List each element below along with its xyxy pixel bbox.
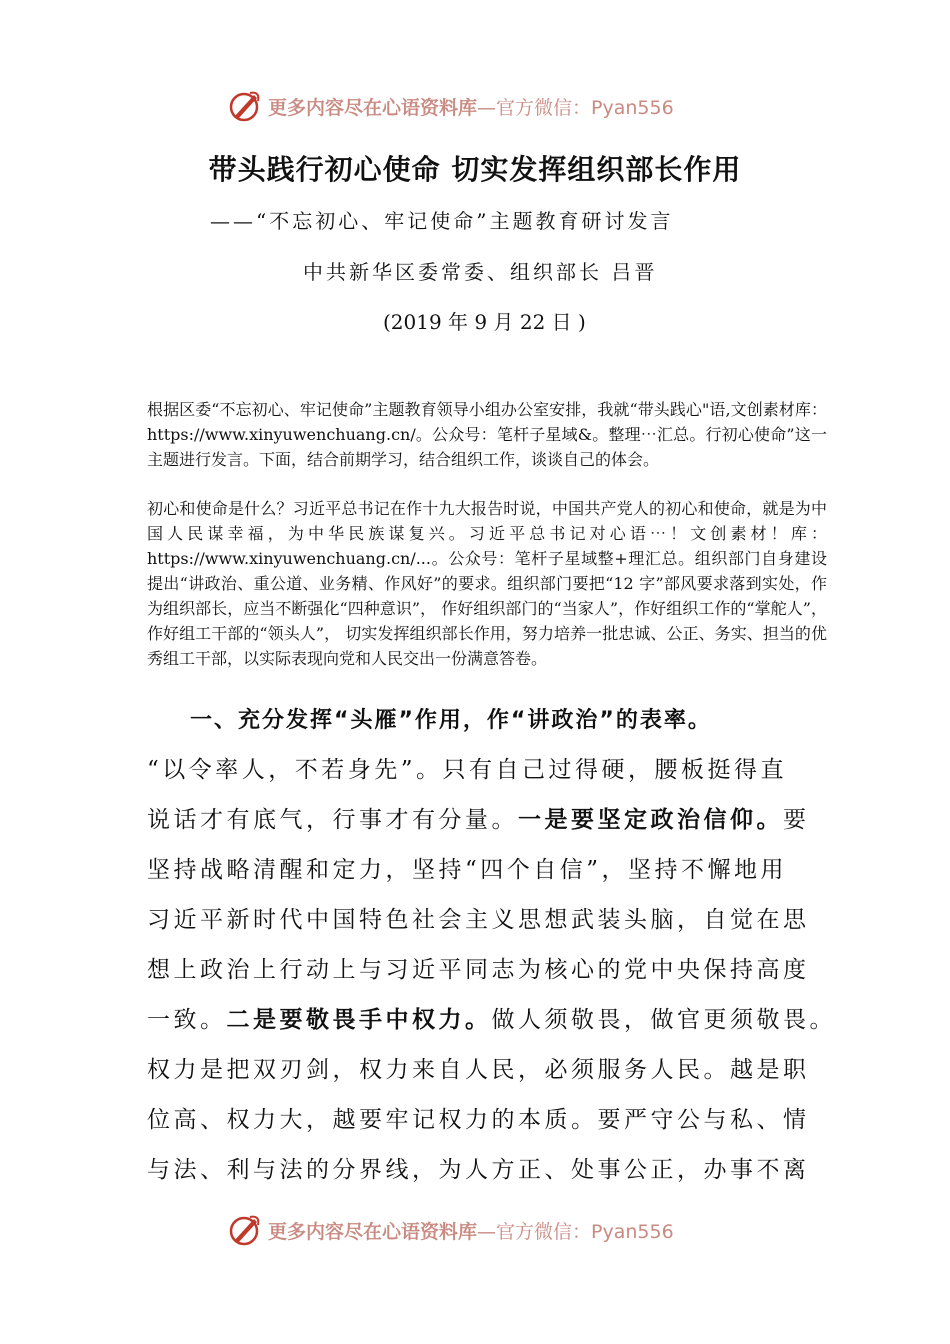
quill-pen-logo-icon [228,89,262,123]
bold-point-1: 一是要坚定政治信仰。 [518,807,783,833]
section-body [147,745,836,1195]
intro-paragraph: 根据区委“不忘初心、牢记使命”主题教育领导小组办公室安排，我就“带头践心"语,文创素材库：https://www.xinyuwenchuang.cn/。公众号：笔杆子星域&。整理⋯汇总。行初心使命”这一主题进行发言。下面，结合前期学习，结合组织工作，谈谈自己的体会。 [147,400,827,469]
bold-point-2: 二是要敬畏手中权力。 [226,1007,492,1033]
body-text: 做人须敬畏，做官更须敬畏。 [491,1007,836,1033]
body-line: “以令率人，不若身先”。只有自己过得硬，腰板挺得直 [147,757,788,783]
quill-pen-logo-icon [228,1213,262,1247]
author-line: 中共新华区委常委、组织部长 吕晋 [303,260,658,284]
body-text: 要 [783,807,810,833]
watermark-wechat-text: —官方微信：Pyan556 [477,96,674,119]
body-line: 想上政治上行动上与习近平同志为核心的党中央保持高度 [147,957,810,983]
document-subtitle: ——“不忘初心、牢记使命”主题教育研讨发言 [210,209,674,233]
document-title: 带头践行初心使命 切实发挥组织部长作用 [208,153,742,186]
watermark-banner-bottom [228,1210,748,1250]
body-line: 权力是把双刃剑，权力来自人民，必须服务人民。越是职 [147,1057,810,1083]
body-line: 位高、权力大，越要牢记权力的本质。要严守公与私、情 [147,1107,810,1133]
body-line [147,995,836,1045]
date-line: (2019 年 9 月 22 日 ) [383,310,586,334]
watermark-banner-top [228,86,748,126]
section-heading: 一、充分发挥“头雁”作用，作“讲政治”的表率。 [190,708,712,733]
watermark-main-text: 更多内容尽在心语资料库 [268,96,478,119]
body-text: 一致。 [147,1007,227,1033]
body-text: 说话才有底气，行事才有分量。 [147,807,518,833]
body-line: 坚持战略清醒和定力，坚持“四个自信”，坚持不懈地用 [147,857,788,883]
body-paragraph: 初心和使命是什么？习近平总书记在作十九大报告时说，中国共产党人的初心和使命，就是为中国人民谋幸福，为中华民族谋复兴。习近平总书记对心语⋯！文创素材！库：https://www.xinyuwenchuang.cn/...。公众号：笔杆子星域整+理汇总。组织部门自身建设提出“讲政治、重公道、业务精、作风好”的要求。组织部门要把“12 字”部风要求落到实处，作为组织部长，应当不断强化“四种意识”， 作好组织部门的“当家人”，作好组织工作的“掌舵人”，作好组工干部的“领头人”， 切实发挥组织部长作用，努力培养一批忠诚、公正、务实、担当的优秀组工干部，以实际表现向党和人民交出一份满意答卷。 [147,499,827,668]
body-line [147,795,827,845]
body-line: 与法、利与法的分界线，为人方正、处事公正，办事不离 [147,1157,810,1183]
body-line: 习近平新时代中国特色社会主义思想武装头脑，自觉在思 [147,907,810,933]
watermark-wechat-text: —官方微信：Pyan556 [477,1220,674,1243]
watermark-main-text: 更多内容尽在心语资料库 [268,1220,478,1243]
